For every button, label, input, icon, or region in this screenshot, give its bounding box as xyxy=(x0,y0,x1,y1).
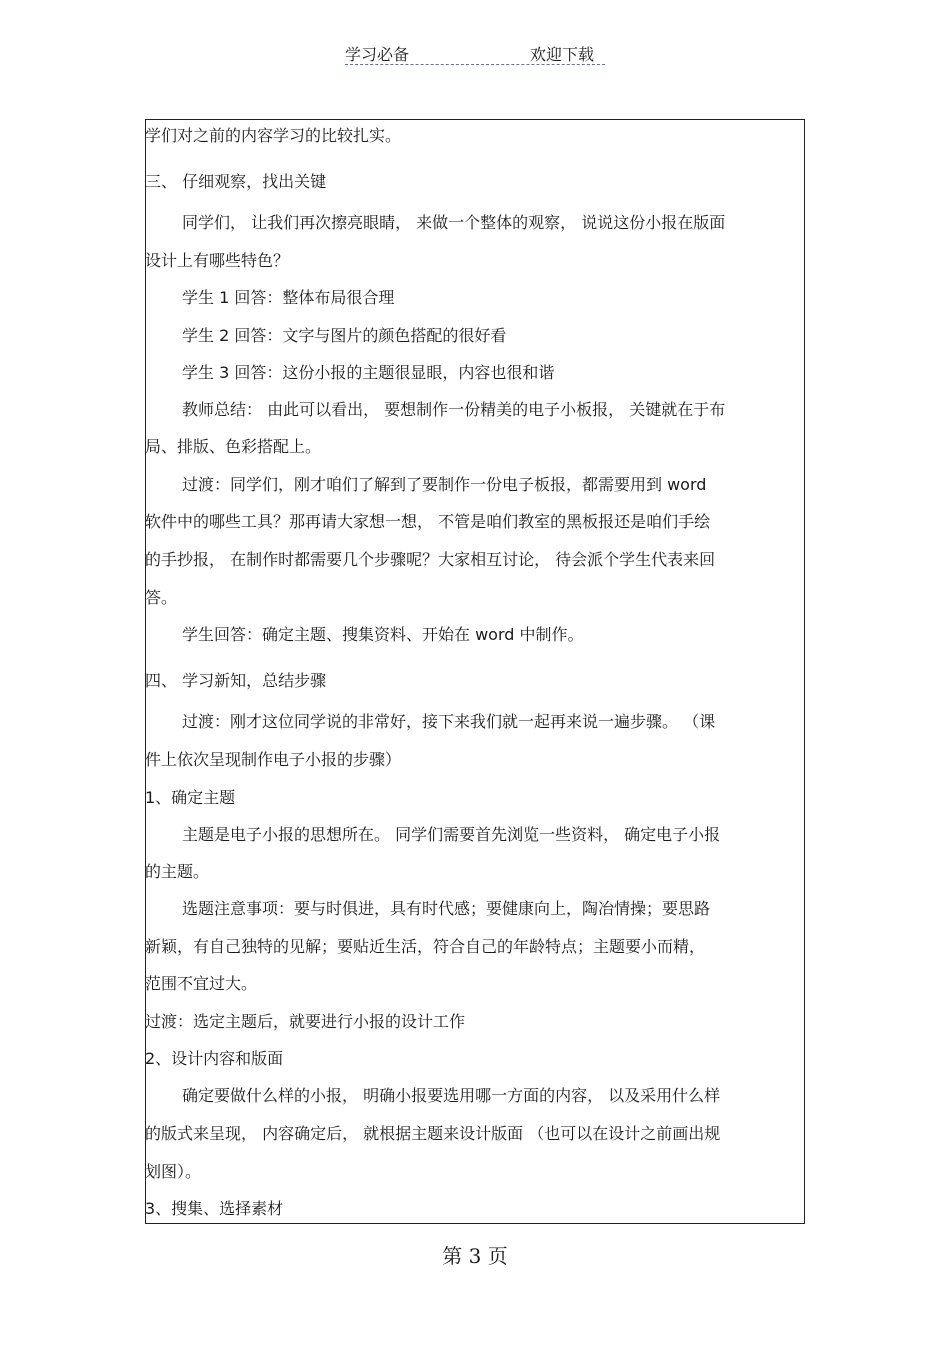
paragraph-line: 设计上有哪些特色？ xyxy=(145,251,290,270)
paragraph-line: 学生 1 回答：整体布局很合理 xyxy=(182,288,395,307)
paragraph-line: 的主题。 xyxy=(145,862,210,881)
header-dashed-rule xyxy=(345,64,605,65)
paragraph-line: 软件中的哪些工具？那再请大家想一想， 不管是咱们教室的黑板报还是咱们手绘 xyxy=(145,512,711,531)
paragraph-line: 过渡：刚才这位同学说的非常好，接下来我们就一起再来说一遍步骤。 （课 xyxy=(182,712,716,731)
paragraph-line: 学生回答：确定主题、搜集资料、开始在 word 中制作。 xyxy=(182,625,584,644)
header-left-text: 学习必备 xyxy=(345,45,410,64)
paragraph-line: 局、排版、色彩搭配上。 xyxy=(145,437,322,456)
paragraph-line: 过渡：同学们，刚才咱们了解到了要制作一份电子板报，都需要用到 word xyxy=(182,475,707,494)
paragraph-line: 新颖，有自己独特的见解；要贴近生活，符合自己的年龄特点；主题要小而精， xyxy=(145,937,706,956)
paragraph-line: 学生 3 回答：这份小报的主题很显眼，内容也很和谐 xyxy=(182,363,555,382)
paragraph-line: 的手抄报， 在制作时都需要几个步骤呢？大家相互讨论， 待会派个学生代表来回 xyxy=(145,550,716,569)
paragraph-line: 学生 2 回答：文字与图片的颜色搭配的很好看 xyxy=(182,326,507,345)
step-heading: 3、搜集、选择素材 xyxy=(145,1199,284,1218)
paragraph-line: 件上依次呈现制作电子小报的步骤） xyxy=(145,750,402,769)
paragraph-line: 答。 xyxy=(145,588,178,607)
paragraph-line: 的版式来呈现， 内容确定后， 就根据主题来设计版面 （也可以在设计之前画出规 xyxy=(145,1124,721,1143)
paragraph-line: 主题是电子小报的思想所在。 同学们需要首先浏览一些资料， 确定电子小报 xyxy=(182,825,721,844)
header-right-text: 欢迎下载 xyxy=(530,45,595,64)
paragraph-line: 教师总结： 由此可以看出， 要想制作一份精美的电子小板报， 关键就在于布 xyxy=(182,400,726,419)
paragraph-line: 同学们， 让我们再次擦亮眼睛， 来做一个整体的观察， 说说这份小报在版面 xyxy=(182,213,726,232)
paragraph-line: 划图）。 xyxy=(145,1162,202,1181)
paragraph-line: 选题注意事项：要与时俱进，具有时代感；要健康向上，陶冶情操；要思路 xyxy=(182,899,711,918)
paragraph-line: 确定要做什么样的小报， 明确小报要选用哪一方面的内容， 以及采用什么样 xyxy=(182,1086,721,1105)
section-heading: 四、 学习新知，总结步骤 xyxy=(145,671,327,690)
page-header xyxy=(0,40,950,70)
paragraph-line: 过渡：选定主题后，就要进行小报的设计工作 xyxy=(145,1012,466,1031)
paragraph-line: 学们对之前的内容学习的比较扎实。 xyxy=(145,126,402,145)
paragraph-line: 范围不宜过大。 xyxy=(145,974,258,993)
step-heading: 1、确定主题 xyxy=(145,788,236,807)
step-heading: 2、设计内容和版面 xyxy=(145,1049,284,1068)
page-number: 第 3 页 xyxy=(442,1244,508,1268)
section-heading: 三、 仔细观察，找出关键 xyxy=(145,172,327,191)
